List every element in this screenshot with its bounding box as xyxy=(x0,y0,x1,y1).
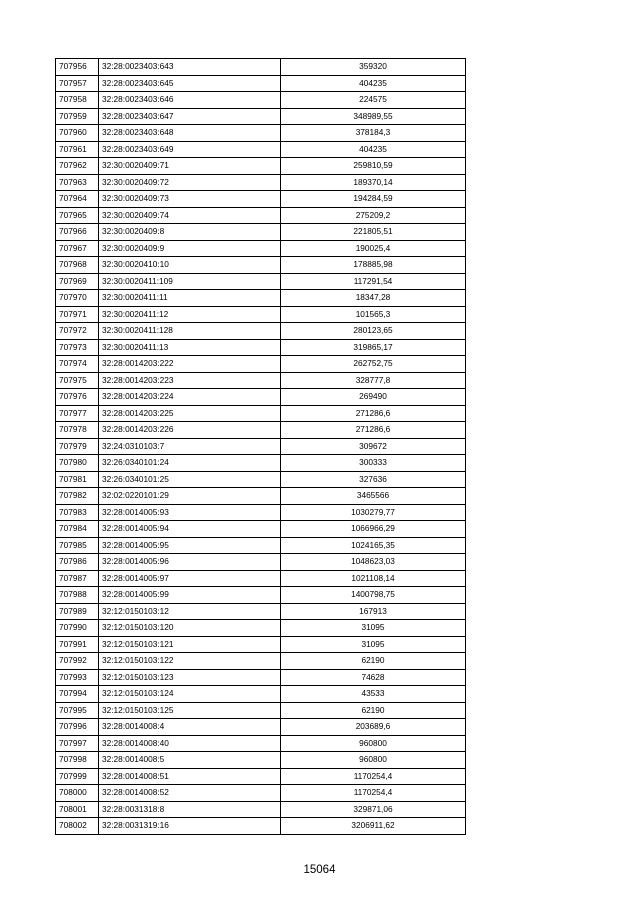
table-row xyxy=(56,108,466,125)
row-number-cell: 707992 xyxy=(56,653,99,670)
table-row xyxy=(56,636,466,653)
cadastral-number-cell: 32:28:0014008:4 xyxy=(99,719,281,736)
table-row xyxy=(56,240,466,257)
cadastral-number-cell: 32:30:0020409:73 xyxy=(99,191,281,208)
cadastral-number-cell: 32:28:0031318:8 xyxy=(99,801,281,818)
page-number: 15064 xyxy=(303,864,336,876)
table-row xyxy=(56,471,466,488)
cadastral-number-cell: 32:12:0150103:122 xyxy=(99,653,281,670)
value-cell: 319865,17 xyxy=(281,339,466,356)
row-number-cell: 707990 xyxy=(56,620,99,637)
value-cell: 224575 xyxy=(281,92,466,109)
value-cell: 3206911,62 xyxy=(281,818,466,835)
cadastral-number-cell: 32:30:0020411:11 xyxy=(99,290,281,307)
cadastral-number-cell: 32:28:0014005:93 xyxy=(99,504,281,521)
table-row xyxy=(56,290,466,307)
row-number-cell: 707979 xyxy=(56,438,99,455)
row-number-cell: 707980 xyxy=(56,455,99,472)
value-cell: 309672 xyxy=(281,438,466,455)
cadastral-number-cell: 32:30:0020411:12 xyxy=(99,306,281,323)
row-number-cell: 707965 xyxy=(56,207,99,224)
row-number-cell: 707981 xyxy=(56,471,99,488)
cadastral-number-cell: 32:30:0020411:109 xyxy=(99,273,281,290)
row-number-cell: 707989 xyxy=(56,603,99,620)
value-cell: 194284,59 xyxy=(281,191,466,208)
row-number-cell: 707971 xyxy=(56,306,99,323)
cadastral-number-cell: 32:12:0150103:12 xyxy=(99,603,281,620)
row-number-cell: 707963 xyxy=(56,174,99,191)
table-row xyxy=(56,768,466,785)
row-number-cell: 707987 xyxy=(56,570,99,587)
row-number-cell: 707982 xyxy=(56,488,99,505)
cadastral-number-cell: 32:28:0014203:226 xyxy=(99,422,281,439)
value-cell: 378184,3 xyxy=(281,125,466,142)
row-number-cell: 707984 xyxy=(56,521,99,538)
value-cell: 31095 xyxy=(281,620,466,637)
table-row xyxy=(56,158,466,175)
table-row xyxy=(56,537,466,554)
value-cell: 404235 xyxy=(281,141,466,158)
value-cell: 221805,51 xyxy=(281,224,466,241)
value-cell: 62190 xyxy=(281,702,466,719)
row-number-cell: 707996 xyxy=(56,719,99,736)
row-number-cell: 707974 xyxy=(56,356,99,373)
table-row xyxy=(56,752,466,769)
row-number-cell: 707973 xyxy=(56,339,99,356)
cadastral-number-cell: 32:26:0340101:24 xyxy=(99,455,281,472)
row-number-cell: 707959 xyxy=(56,108,99,125)
cadastral-number-cell: 32:30:0020409:72 xyxy=(99,174,281,191)
row-number-cell: 707964 xyxy=(56,191,99,208)
value-cell: 359320 xyxy=(281,59,466,76)
value-cell: 259810,59 xyxy=(281,158,466,175)
table-row xyxy=(56,59,466,76)
row-number-cell: 707970 xyxy=(56,290,99,307)
table-row xyxy=(56,207,466,224)
row-number-cell: 707968 xyxy=(56,257,99,274)
cadastral-number-cell: 32:28:0014005:95 xyxy=(99,537,281,554)
cadastral-number-cell: 32:28:0023403:649 xyxy=(99,141,281,158)
value-cell: 167913 xyxy=(281,603,466,620)
row-number-cell: 707983 xyxy=(56,504,99,521)
row-number-cell: 707960 xyxy=(56,125,99,142)
row-number-cell: 707966 xyxy=(56,224,99,241)
value-cell: 960800 xyxy=(281,752,466,769)
table-row xyxy=(56,174,466,191)
cadastral-number-cell: 32:28:0014005:99 xyxy=(99,587,281,604)
value-cell: 328777,8 xyxy=(281,372,466,389)
value-cell: 960800 xyxy=(281,735,466,752)
table-row xyxy=(56,75,466,92)
value-cell: 300333 xyxy=(281,455,466,472)
table-row xyxy=(56,455,466,472)
table-row xyxy=(56,389,466,406)
value-cell: 18347,28 xyxy=(281,290,466,307)
cadastral-number-cell: 32:12:0150103:125 xyxy=(99,702,281,719)
table-row xyxy=(56,438,466,455)
value-cell: 1030279,77 xyxy=(281,504,466,521)
value-cell: 1400798,75 xyxy=(281,587,466,604)
value-cell: 269490 xyxy=(281,389,466,406)
cadastral-number-cell: 32:28:0023403:645 xyxy=(99,75,281,92)
value-cell: 101565,3 xyxy=(281,306,466,323)
value-cell: 1048623,03 xyxy=(281,554,466,571)
row-number-cell: 707969 xyxy=(56,273,99,290)
value-cell: 271286,6 xyxy=(281,422,466,439)
value-cell: 329871,06 xyxy=(281,801,466,818)
table-row xyxy=(56,323,466,340)
table-row xyxy=(56,785,466,802)
value-cell: 117291,54 xyxy=(281,273,466,290)
table-row xyxy=(56,306,466,323)
value-cell: 1066966,29 xyxy=(281,521,466,538)
value-cell: 1170254,4 xyxy=(281,785,466,802)
row-number-cell: 707997 xyxy=(56,735,99,752)
table-row xyxy=(56,141,466,158)
cadastral-number-cell: 32:30:0020411:128 xyxy=(99,323,281,340)
table-row xyxy=(56,372,466,389)
row-number-cell: 707993 xyxy=(56,669,99,686)
cadastral-number-cell: 32:26:0340101:25 xyxy=(99,471,281,488)
row-number-cell: 708002 xyxy=(56,818,99,835)
row-number-cell: 707975 xyxy=(56,372,99,389)
table-row xyxy=(56,669,466,686)
value-cell: 1024165,35 xyxy=(281,537,466,554)
row-number-cell: 707994 xyxy=(56,686,99,703)
row-number-cell: 707991 xyxy=(56,636,99,653)
value-cell: 275209,2 xyxy=(281,207,466,224)
table-row xyxy=(56,504,466,521)
cadastral-number-cell: 32:12:0150103:124 xyxy=(99,686,281,703)
cadastral-number-cell: 32:12:0150103:123 xyxy=(99,669,281,686)
cadastral-number-cell: 32:28:0014005:94 xyxy=(99,521,281,538)
row-number-cell: 707998 xyxy=(56,752,99,769)
value-cell: 404235 xyxy=(281,75,466,92)
row-number-cell: 708000 xyxy=(56,785,99,802)
table-row xyxy=(56,702,466,719)
row-number-cell: 707977 xyxy=(56,405,99,422)
row-number-cell: 707962 xyxy=(56,158,99,175)
cadastral-number-cell: 32:28:0014005:97 xyxy=(99,570,281,587)
value-cell: 1170254,4 xyxy=(281,768,466,785)
cadastral-number-cell: 32:30:0020410:10 xyxy=(99,257,281,274)
table-row xyxy=(56,620,466,637)
table-row xyxy=(56,603,466,620)
value-cell: 43533 xyxy=(281,686,466,703)
table-row xyxy=(56,818,466,835)
cadastral-number-cell: 32:28:0014203:222 xyxy=(99,356,281,373)
table-row xyxy=(56,686,466,703)
cadastral-number-cell: 32:02:0220101:29 xyxy=(99,488,281,505)
value-cell: 203689,6 xyxy=(281,719,466,736)
cadastral-number-cell: 32:30:0020409:9 xyxy=(99,240,281,257)
cadastral-number-cell: 32:28:0014203:224 xyxy=(99,389,281,406)
cadastral-number-cell: 32:28:0023403:646 xyxy=(99,92,281,109)
row-number-cell: 707999 xyxy=(56,768,99,785)
value-cell: 178885,98 xyxy=(281,257,466,274)
cadastral-number-cell: 32:30:0020409:71 xyxy=(99,158,281,175)
table-row xyxy=(56,719,466,736)
value-cell: 327636 xyxy=(281,471,466,488)
row-number-cell: 707957 xyxy=(56,75,99,92)
row-number-cell: 707961 xyxy=(56,141,99,158)
table-row xyxy=(56,801,466,818)
value-cell: 74628 xyxy=(281,669,466,686)
table-row xyxy=(56,273,466,290)
table-row xyxy=(56,587,466,604)
cadastral-number-cell: 32:28:0014008:52 xyxy=(99,785,281,802)
cadastral-number-cell: 32:28:0031319:16 xyxy=(99,818,281,835)
table-body xyxy=(56,59,466,835)
cadastral-number-cell: 32:28:0014008:5 xyxy=(99,752,281,769)
table-row xyxy=(56,92,466,109)
cadastral-number-cell: 32:24:0310103:7 xyxy=(99,438,281,455)
row-number-cell: 707976 xyxy=(56,389,99,406)
cadastral-number-cell: 32:28:0023403:647 xyxy=(99,108,281,125)
cadastral-number-cell: 32:28:0014203:223 xyxy=(99,372,281,389)
row-number-cell: 707972 xyxy=(56,323,99,340)
table-row xyxy=(56,191,466,208)
value-cell: 1021108,14 xyxy=(281,570,466,587)
cadastral-number-cell: 32:28:0023403:643 xyxy=(99,59,281,76)
table-row xyxy=(56,521,466,538)
cadastral-number-cell: 32:12:0150103:121 xyxy=(99,636,281,653)
cadastral-number-cell: 32:30:0020409:74 xyxy=(99,207,281,224)
table-row xyxy=(56,224,466,241)
row-number-cell: 708001 xyxy=(56,801,99,818)
table-row xyxy=(56,653,466,670)
table-row xyxy=(56,405,466,422)
value-cell: 348989,55 xyxy=(281,108,466,125)
value-cell: 62190 xyxy=(281,653,466,670)
row-number-cell: 707978 xyxy=(56,422,99,439)
row-number-cell: 707988 xyxy=(56,587,99,604)
value-cell: 280123,65 xyxy=(281,323,466,340)
cadastral-number-cell: 32:30:0020409:8 xyxy=(99,224,281,241)
table-row xyxy=(56,488,466,505)
value-cell: 271286,6 xyxy=(281,405,466,422)
cadastral-number-cell: 32:28:0014203:225 xyxy=(99,405,281,422)
value-cell: 31095 xyxy=(281,636,466,653)
row-number-cell: 707956 xyxy=(56,59,99,76)
value-cell: 3465566 xyxy=(281,488,466,505)
cadastral-number-cell: 32:12:0150103:120 xyxy=(99,620,281,637)
row-number-cell: 707995 xyxy=(56,702,99,719)
row-number-cell: 707986 xyxy=(56,554,99,571)
value-cell: 190025,4 xyxy=(281,240,466,257)
table-row xyxy=(56,125,466,142)
cadastral-number-cell: 32:30:0020411:13 xyxy=(99,339,281,356)
table-row xyxy=(56,735,466,752)
cadastral-number-cell: 32:28:0023403:648 xyxy=(99,125,281,142)
cadastral-number-cell: 32:28:0014005:96 xyxy=(99,554,281,571)
value-cell: 189370,14 xyxy=(281,174,466,191)
cadastral-value-table xyxy=(55,58,466,835)
table-row xyxy=(56,356,466,373)
table-row xyxy=(56,570,466,587)
cadastral-number-cell: 32:28:0014008:51 xyxy=(99,768,281,785)
row-number-cell: 707958 xyxy=(56,92,99,109)
value-cell: 262752,75 xyxy=(281,356,466,373)
table-row xyxy=(56,422,466,439)
table-row xyxy=(56,339,466,356)
row-number-cell: 707985 xyxy=(56,537,99,554)
table-row xyxy=(56,257,466,274)
table-row xyxy=(56,554,466,571)
cadastral-number-cell: 32:28:0014008:40 xyxy=(99,735,281,752)
row-number-cell: 707967 xyxy=(56,240,99,257)
